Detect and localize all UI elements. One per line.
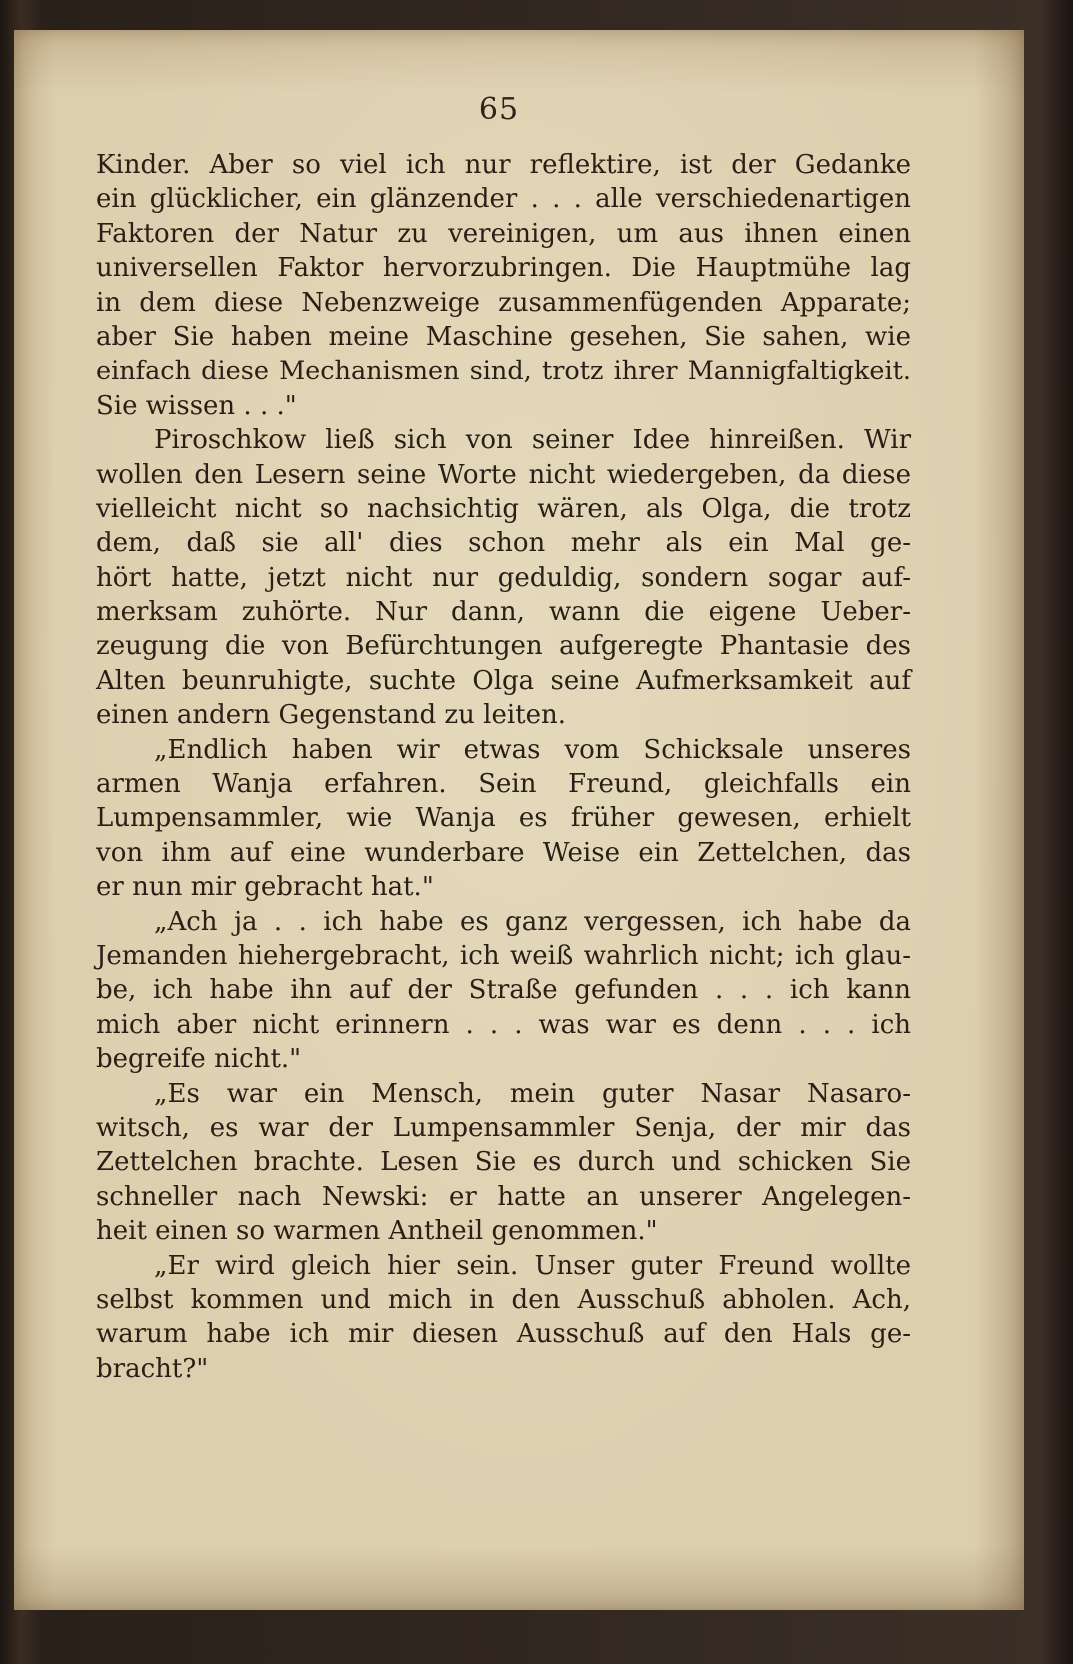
text-line: von ihm auf eine wunderbare Weise ein Zettelchen, das [96,837,911,868]
text-line: „Es war ein Mensch, mein guter Nasar Nasaro- [154,1078,911,1109]
text-line: witsch, es war der Lumpensammler Senja, der mir das [96,1112,911,1143]
text-line: heit einen so warmen Antheil genommen." [96,1216,658,1247]
text-line: armen Wanja erfahren. Sein Freund, gleichfalls ein [96,769,911,800]
page-number: 65 [478,92,520,127]
text-line: wollen den Lesern seine Worte nicht wiedergeben, da diese [96,459,911,490]
text-line: selbst kommen und mich in den Ausschuß abholen. Ach, [96,1284,911,1315]
text-line: warum habe ich mir diesen Ausschuß auf den Hals ge- [96,1319,911,1350]
text-line: aber Sie haben meine Maschine gesehen, Sie sahen, wie [96,321,911,352]
text-line: „Endlich haben wir etwas vom Schicksale unseres [154,734,911,765]
text-line: Alten beunruhigte, suchte Olga seine Aufmerksamkeit auf [96,665,911,696]
text-line: mich aber nicht erinnern . . . was war es denn . . . ich [96,1009,911,1040]
text-line: „Er wird gleich hier sein. Unser guter Freund wollte [154,1250,911,1281]
text-line: begreife nicht." [96,1044,302,1075]
text-line: zeugung die von Befürchtungen aufgeregte Phantasie des [96,631,911,662]
book-page [14,30,1024,1610]
text-line: bracht?" [96,1353,209,1384]
text-line: dem, daß sie all' dies schon mehr als ein Mal ge- [96,528,911,559]
text-line: be, ich habe ihn auf der Straße gefunden . . . ich kann [96,975,911,1006]
text-line: einen andern Gegenstand zu leiten. [96,700,567,731]
text-line: Piroschkow ließ sich von seiner Idee hinreißen. Wir [154,425,911,456]
text-line: Zettelchen brachte. Lesen Sie es durch und schicken Sie [96,1147,911,1178]
text-line: Jemanden hiehergebracht, ich weiß wahrlich nicht; ich glau- [96,940,911,971]
text-line: vielleicht nicht so nachsichtig wären, als Olga, die trotz [96,493,911,524]
body-text [96,148,911,1386]
text-line: schneller nach Newski: er hatte an unserer Angelegen- [96,1181,911,1212]
text-line: „Ach ja . . ich habe es ganz vergessen, ich habe da [154,906,911,937]
text-line: Sie wissen . . ." [96,390,297,421]
text-line: einfach diese Mechanismen sind, trotz ihrer Mannigfaltigkeit. [96,356,911,387]
text-line: hört hatte, jetzt nicht nur geduldig, sondern sogar auf- [96,562,911,593]
text-line: merksam zuhörte. Nur dann, wann die eigene Ueber- [96,597,911,628]
text-line: universellen Faktor hervorzubringen. Die Hauptmühe lag [96,253,911,284]
text-line: Kinder. Aber so viel ich nur reflektire, ist der Gedanke [96,150,911,180]
text-line: Faktoren der Natur zu vereinigen, um aus ihnen einen [96,218,911,249]
text-line: ein glücklicher, ein glänzender . . . alle verschiedenartigen [96,184,911,215]
text-line: er nun mir gebracht hat." [96,872,434,903]
text-line: in dem diese Nebenzweige zusammenfügenden Apparate; [96,287,911,318]
text-line: Lumpensammler, wie Wanja es früher gewesen, erhielt [96,803,911,834]
